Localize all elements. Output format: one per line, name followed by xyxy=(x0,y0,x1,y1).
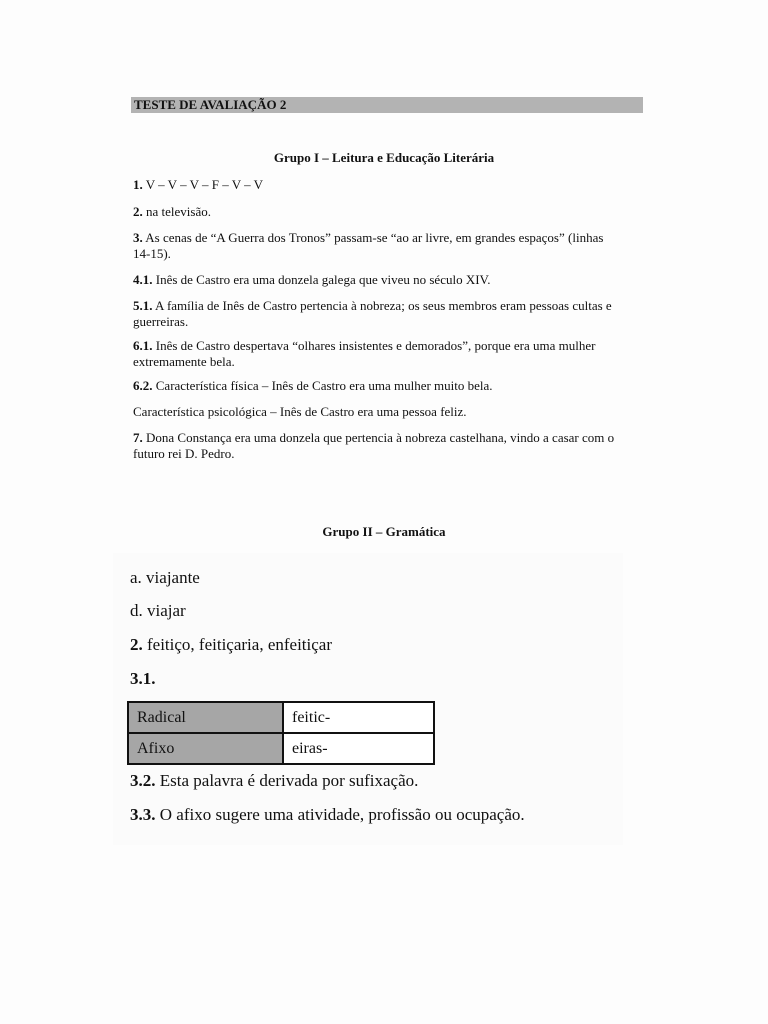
answer-text: Característica física – Inês de Castro era uma mulher muito bela. xyxy=(152,378,493,393)
answer-g2-3-1 xyxy=(130,669,156,689)
answer-2 xyxy=(133,204,623,220)
answer-1d: d. viajar xyxy=(130,601,186,620)
answer-number: 6.1. xyxy=(133,338,153,353)
answer-number: 2. xyxy=(133,204,143,219)
answer-4-1 xyxy=(133,272,623,288)
answer-number: 7. xyxy=(133,430,143,445)
answer-g2-3-3 xyxy=(130,805,525,825)
answer-number: 3.3. xyxy=(130,805,156,824)
answer-7 xyxy=(133,430,623,462)
answer-1 xyxy=(133,177,623,193)
group1-heading: Grupo I – Leitura e Educação Literária xyxy=(273,150,495,165)
group2-heading: Grupo II – Gramática xyxy=(322,524,446,539)
answer-text: A família de Inês de Castro pertencia à nobreza; os seus membros eram pessoas cultas e guerreiras. xyxy=(133,298,612,329)
answer-number: 6.2. xyxy=(133,378,153,393)
answer-text: Característica psicológica – Inês de Castro era uma pessoa feliz. xyxy=(133,404,467,419)
answer-number: 3.1. xyxy=(130,669,156,688)
answer-text: Inês de Castro era uma donzela galega que viveu no século XIV. xyxy=(152,272,491,287)
answer-number: 1. xyxy=(133,177,143,192)
answer-number: 3.2. xyxy=(130,771,156,790)
answer-1a: a. viajante xyxy=(130,568,200,587)
test-title: TESTE DE AVALIAÇÃO 2 xyxy=(131,97,643,113)
table-label-cell: Afixo xyxy=(128,733,283,764)
answer-number: 3. xyxy=(133,230,143,245)
answer-6-2 xyxy=(133,378,623,394)
table-row xyxy=(128,702,434,733)
answer-6-2-psychological xyxy=(133,404,623,420)
answer-number: 5.1. xyxy=(133,298,153,313)
answer-text: feitiço, feitiçaria, enfeitiçar xyxy=(142,635,332,654)
grammar-scan-area xyxy=(113,553,623,845)
answer-text: Dona Constança era uma donzela que pertencia à nobreza castelhana, vindo a casar com o futuro rei D. Pedro. xyxy=(133,430,615,461)
answer-text: Inês de Castro despertava “olhares insistentes e demorados”, porque era uma mulher extremamente bela. xyxy=(133,338,596,369)
answer-g2-2 xyxy=(130,635,332,655)
table-value-cell: feitic- xyxy=(283,702,434,733)
answer-5-1 xyxy=(133,298,623,330)
answer-g2-3-2 xyxy=(130,771,418,791)
answer-6-1 xyxy=(133,338,623,370)
table-row xyxy=(128,733,434,764)
answer-text: O afixo sugere uma atividade, profissão ou ocupação. xyxy=(155,805,525,824)
answer-text: As cenas de “A Guerra dos Tronos” passam-se “ao ar livre, em grandes espaços” (linhas 14-15). xyxy=(133,230,604,261)
answer-number: 4.1. xyxy=(133,272,153,287)
answer-text: V – V – V – F – V – V xyxy=(142,177,264,192)
answer-text: Esta palavra é derivada por sufixação. xyxy=(155,771,419,790)
answer-text: na televisão. xyxy=(142,204,211,219)
answer-3 xyxy=(133,230,623,262)
answer-number: 2. xyxy=(130,635,143,654)
table-label-cell: Radical xyxy=(128,702,283,733)
table-value-cell: eiras- xyxy=(283,733,434,764)
radical-affix-table xyxy=(127,701,435,765)
